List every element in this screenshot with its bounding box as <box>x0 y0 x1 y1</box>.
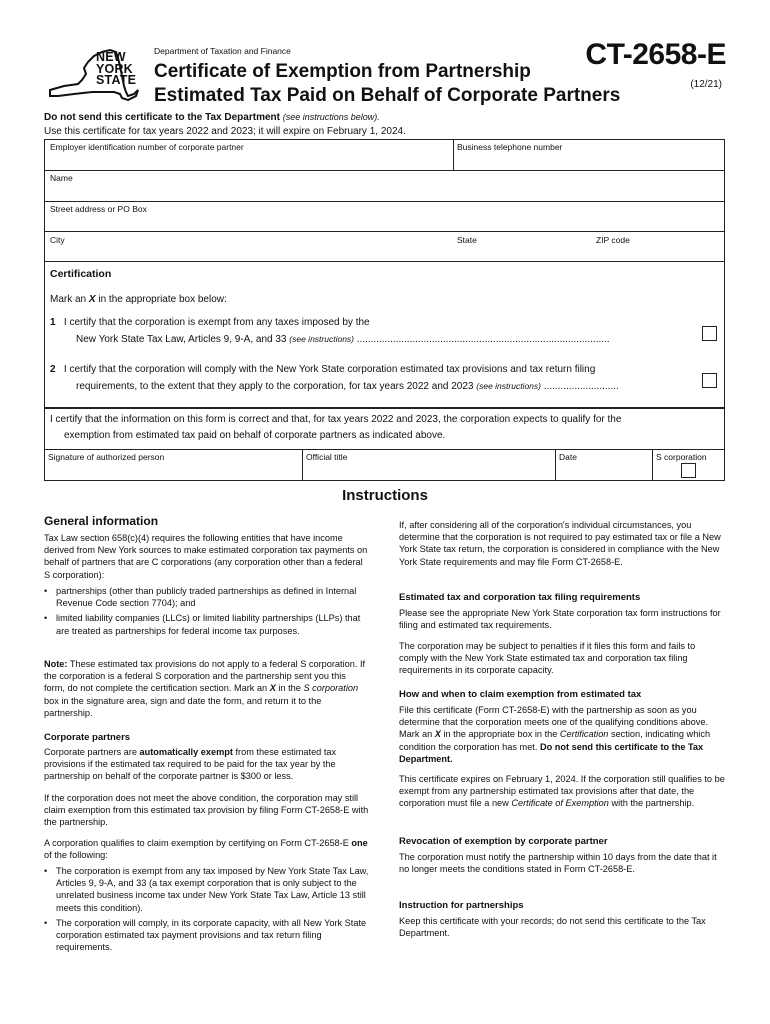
notice-italic: (see instructions below). <box>282 112 380 122</box>
text: Mark an <box>50 294 89 305</box>
x-mark-text: X <box>269 683 276 694</box>
text: File this certificate (Form CT-2658-E) with the partnership as soon as you determine that the corporation meets one of the qualifying conditions above. Mark an <box>399 705 708 740</box>
corporate-partners-list <box>44 865 369 956</box>
estimated-tax-heading: Estimated tax and corporation tax filing requirements <box>399 592 641 603</box>
divider <box>555 449 556 481</box>
how-when-text <box>399 704 725 765</box>
city-label: City <box>50 235 65 245</box>
see-instructions: (see instructions) <box>476 381 541 391</box>
text: Certificate of Exemption <box>511 798 609 809</box>
form-number: CT-2658-E <box>585 38 726 71</box>
text: in the <box>275 683 304 694</box>
department-name: Department of Taxation and Finance <box>154 46 291 56</box>
text: one <box>351 838 368 848</box>
text: A corporation qualifies to claim exemption by certifying on Form CT-2658-E <box>44 838 352 848</box>
state-label: State <box>457 235 477 245</box>
corporate-partners-text-3 <box>44 837 369 861</box>
item-text: New York State Tax Law, Articles 9, 9-A, and 33 <box>76 334 287 345</box>
statement-line: exemption from estimated tax paid on behalf of corporate partners as indicated above. <box>64 430 446 441</box>
street-label: Street address or PO Box <box>50 204 147 214</box>
note-label: Note: <box>44 659 68 669</box>
date-field[interactable] <box>557 462 650 480</box>
see-instructions: (see instructions) <box>289 334 354 344</box>
note-text <box>44 658 369 719</box>
text: of the following: <box>44 850 108 861</box>
general-info-text: Tax Law section 658(c)(4) requires the following entities that have income derived from New York sources to make estimated corporation tax payments on behalf of partners that are C corporations (any corporation other than a federal S corporation): <box>44 533 368 580</box>
item-text: requirements, to the extent that they apply to the corporation, for tax years 2022 and 2023 <box>76 381 474 392</box>
leader-dots: ........................................................................................... <box>354 334 610 345</box>
title-line: Certificate of Exemption from Partnership <box>154 61 531 82</box>
date-label: Date <box>559 452 577 462</box>
divider <box>453 139 454 170</box>
item-text: I certify that the corporation will comply with the New York State corporation estimated tax provisions and tax return filing <box>63 364 596 375</box>
text: in the appropriate box below: <box>95 294 227 305</box>
general-info-list <box>44 585 369 640</box>
s-corp-label: S corporation <box>656 452 707 462</box>
text: S corporation <box>303 683 359 694</box>
notice-bold: Do not send this certificate to the Tax Department <box>44 112 280 123</box>
text: Certification <box>559 729 609 740</box>
partnerships-heading: Instruction for partnerships <box>399 900 524 911</box>
list-item: • The corporation is exempt from any tax imposed by New York State Tax Law, Articles 9, 9-A, and 33 (a tax exempt corporation that is only subject to the unrelated business income tax under New York State Tax Law, Article 13 still meets this condition). <box>44 865 369 914</box>
form-title <box>154 60 620 108</box>
how-when-heading: How and when to claim exemption from estimated tax <box>399 689 642 700</box>
ein-label: Employer identification number of corporate partner <box>50 142 244 152</box>
right-intro-text: If, after considering all of the corporation's individual circumstances, you determine that the corporation is not required to pay estimated tax or file a New York State tax return, the corporation is considered in compliance with the New York State requirements and may file Form CT-2658-E. <box>399 520 721 567</box>
x-mark-text: X <box>434 729 441 740</box>
corporate-partners-text <box>44 746 369 783</box>
corporate-partners-text-2: If the corporation does not meet the above condition, the corporation may still claim exemption from this estimated tax provision by filing Form CT-2658-E with the partnership. <box>44 793 369 828</box>
text: These estimated tax provisions do not apply to a federal S corporation. If the corporation is a federal S corporation and the partnership sent you this form, do not complete the certification section. Mark an <box>44 659 366 694</box>
text: in the appropriate box in the <box>440 729 560 740</box>
certification-instruction <box>50 292 227 308</box>
ein-field[interactable] <box>46 152 451 169</box>
list-item: • limited liability companies (LLCs) or limited liability partnerships (LLPs) that are treated as partnerships for federal income tax purposes. <box>44 612 369 636</box>
name-label: Name <box>50 173 73 183</box>
zip-field[interactable] <box>594 245 723 261</box>
text: automatically exempt <box>139 747 233 757</box>
divider <box>44 170 725 171</box>
x-mark-text: X <box>88 294 96 305</box>
list-item: • partnerships (other than publicly traded partnerships as defined in Internal Revenue Code section 7704); and <box>44 585 369 609</box>
revocation-heading: Revocation of exemption by corporate partner <box>399 836 608 847</box>
title-line: Estimated Tax Paid on Behalf of Corporate Partners <box>154 85 621 106</box>
text: This certificate expires on February 1, 2024. If the corporation still qualifies to be exempt from any partnership estimated tax provisions after that date, the corporation must file a new <box>399 774 725 809</box>
official-title-label: Official title <box>306 452 348 462</box>
text: section, indicating which condition the corporation has met. <box>399 729 711 752</box>
item-text: I certify that the corporation is exempt from any taxes imposed by the <box>63 317 370 328</box>
certification-item-2 <box>50 362 705 395</box>
list-item: • The corporation will comply, in its corporate capacity, with all New York State corporation estimated tax payment provisions and tax return filing requirements. <box>44 917 369 954</box>
logo-word: YORK <box>96 61 133 76</box>
general-info-heading: General information <box>44 514 159 528</box>
divider <box>302 449 303 481</box>
instructions-title: Instructions <box>342 487 428 504</box>
street-field[interactable] <box>46 214 723 230</box>
estimated-tax-text: Please see the appropriate New York State corporation tax form instructions for filing and estimated tax requirements. <box>399 608 721 631</box>
s-corp-checkbox[interactable] <box>681 463 696 478</box>
logo-word: NEW <box>96 50 126 64</box>
item-2-checkbox[interactable] <box>702 373 717 388</box>
statement-line: I certify that the information on this form is correct and that, for tax years 2022 and 2023, the corporation expects to qualify for the <box>50 414 622 425</box>
city-field[interactable] <box>46 245 451 261</box>
usage-notice: Use this certificate for tax years 2022 and 2023; it will expire on February 1, 2024. <box>44 126 406 137</box>
revocation-text: The corporation must notify the partnership within 10 days from the date that it no longer meets the conditions stated in Form CT-2658-E. <box>399 852 717 875</box>
divider <box>652 449 653 481</box>
corporate-partners-heading: Corporate partners <box>44 732 131 743</box>
item-1-checkbox[interactable] <box>702 326 717 341</box>
signature-field[interactable] <box>46 462 300 480</box>
item-number: 2 <box>50 364 56 375</box>
certification-heading: Certification <box>50 268 112 280</box>
certification-statement <box>50 412 720 444</box>
name-field[interactable] <box>46 183 723 200</box>
leader-dots: ........................... <box>540 381 619 392</box>
official-title-field[interactable] <box>304 462 553 480</box>
signature-label: Signature of authorized person <box>48 452 165 462</box>
how-when-text-2 <box>399 773 725 810</box>
text: Corporate partners are <box>44 747 140 757</box>
partnerships-text: Keep this certificate with your records; do not send this certificate to the Tax Department. <box>399 916 706 939</box>
phone-field[interactable] <box>455 152 723 169</box>
estimated-tax-text-2: The corporation may be subject to penalties if it files this form and fails to comply with the New York State estimated tax and corporation tax filing requirements in its corporate capacity. <box>399 641 696 676</box>
zip-label: ZIP code <box>596 235 630 245</box>
text: Do not send this certificate to the Tax Department. <box>399 741 704 764</box>
logo-word: STATE <box>96 73 137 87</box>
text: from these estimated tax provisions if the estimated tax required to be paid for the tax year by the partnership on behalf of the corporate partner is $300 or less. <box>44 747 337 782</box>
state-field[interactable] <box>455 245 590 261</box>
item-number: 1 <box>50 317 56 328</box>
certification-item-1 <box>50 315 705 348</box>
text: with the partnership. <box>608 798 695 809</box>
divider <box>44 201 725 202</box>
logo-wordmark <box>96 52 136 87</box>
phone-label: Business telephone number <box>457 142 563 152</box>
revision-date: (12/21) <box>690 79 722 90</box>
text: box in the signature area, sign and date the form, and return it to the partnership. <box>44 695 322 718</box>
do-not-send-notice <box>44 112 380 123</box>
divider <box>44 231 725 232</box>
